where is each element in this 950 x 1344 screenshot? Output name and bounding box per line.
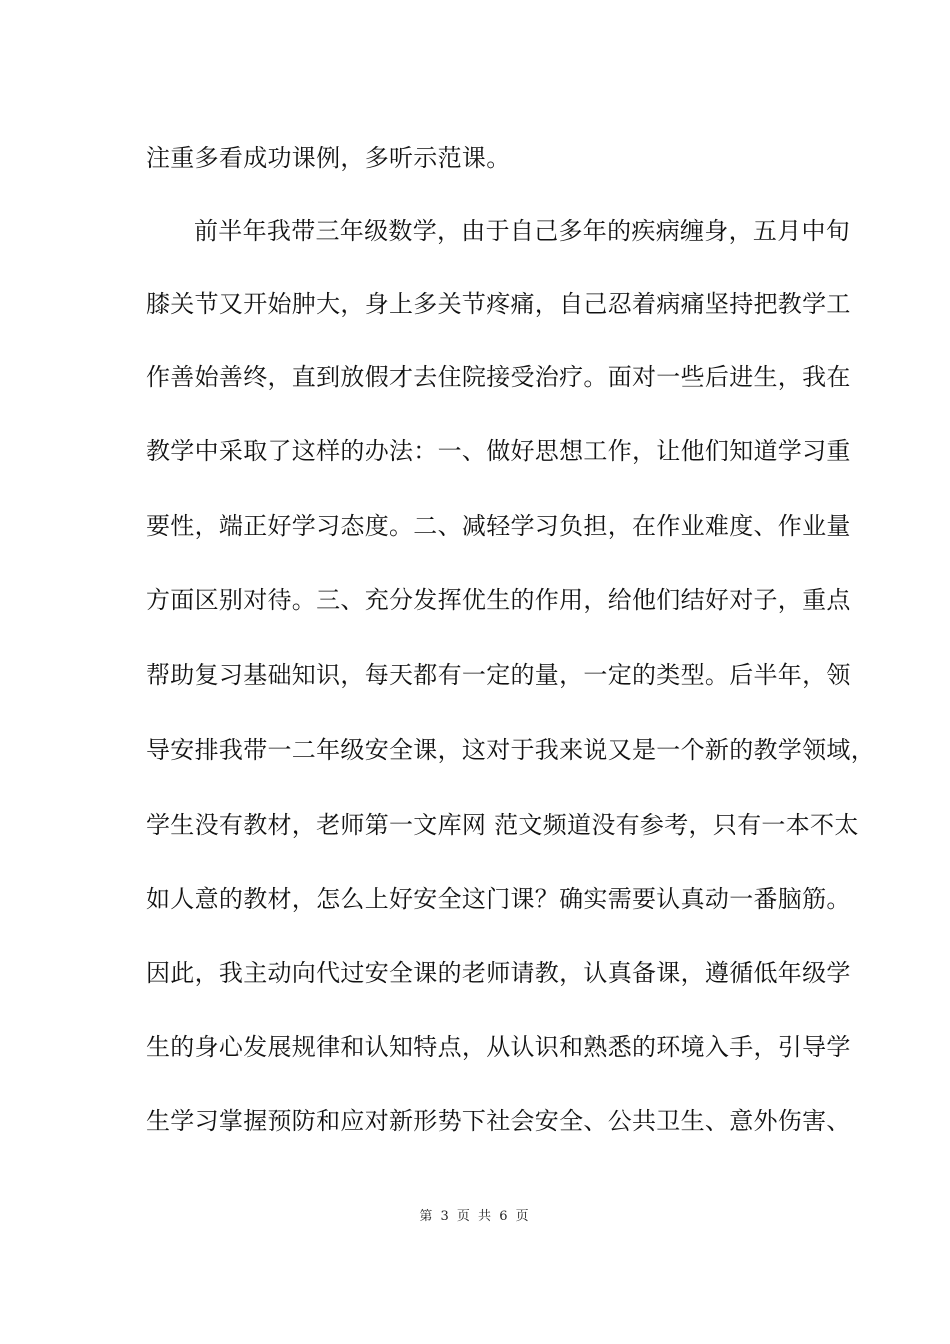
text-line-14: 生学习掌握预防和应对新形势下社会安全、公共卫生、意外伤害、: [146, 1107, 851, 1135]
text-line-12: 因此，我主动向代过安全课的老师请教，认真备课，遵循低年级学: [146, 959, 851, 987]
text-line-11: 如人意的教材，怎么上好安全这门课？确实需要认真动一番脑筋。: [146, 885, 851, 913]
text-line-13: 生的身心发展规律和认知特点，从认识和熟悉的环境入手，引导学: [146, 1033, 851, 1061]
text-line-2: 前半年我带三年级数学，由于自己多年的疾病缠身，五月中旬: [194, 217, 851, 245]
text-line-8: 帮助复习基础知识，每天都有一定的量，一定的类型。后半年，领: [146, 661, 851, 689]
text-line-9: 导安排我带一二年级安全课，这对于我来说又是一个新的教学领域，: [146, 736, 875, 764]
text-line-7: 方面区别对待。三、充分发挥优生的作用，给他们结好对子，重点: [146, 586, 851, 614]
text-line-3: 膝关节又开始肿大，身上多关节疼痛，自己忍着病痛坚持把教学工: [146, 290, 851, 318]
page-number-footer: 第 3 页 共 6 页: [419, 1209, 531, 1224]
text-line-10: 学生没有教材，老师第一文库网 范文频道没有参考，只有一本不太: [146, 811, 859, 839]
text-line-4: 作善始善终，直到放假才去住院接受治疗。面对一些后进生，我在: [146, 363, 851, 391]
text-line-1: 注重多看成功课例，多听示范课。: [146, 144, 511, 172]
text-line-6: 要性，端正好学习态度。二、减轻学习负担，在作业难度、作业量: [146, 512, 851, 540]
text-line-5: 教学中采取了这样的办法：一、做好思想工作，让他们知道学习重: [146, 437, 851, 465]
